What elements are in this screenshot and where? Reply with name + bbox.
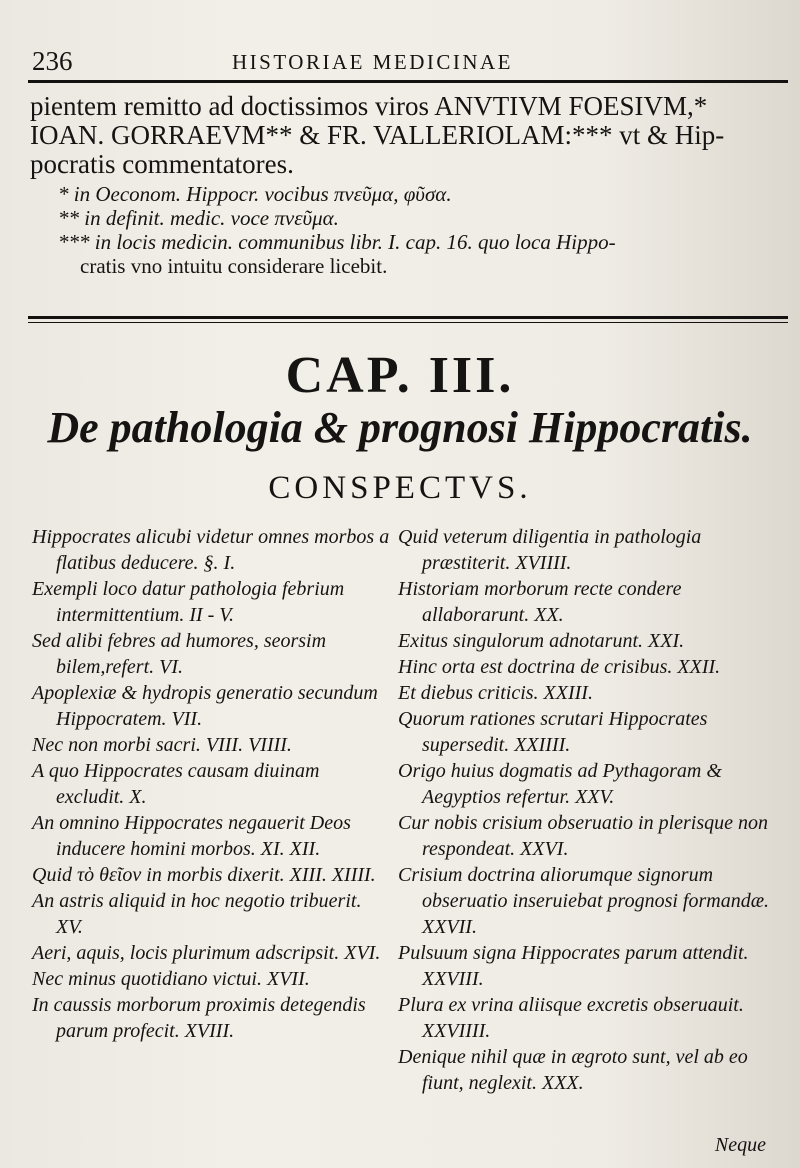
conspectus-entry: Pulsuum signa Hippocrates parum attendit. XXVIII. <box>398 942 749 990</box>
conspectus-left-column <box>32 524 392 1044</box>
intro-paragraph <box>30 92 780 179</box>
conspectus-entry: Denique nihil quæ in ægroto sunt, vel ab eo fiunt, neglexit. XXX. <box>398 1046 748 1094</box>
footnote-3-continued: cratis vno intuitu considerare licebit. <box>80 254 388 278</box>
conspectus-entry: Hippocrates alicubi videtur omnes morbos a flatibus deducere. §. I. <box>32 526 390 574</box>
conspectus-entry: Et diebus criticis. XXIII. <box>398 682 593 704</box>
conspectus-entry: Quorum rationes scrutari Hippocrates supersedit. XXIIII. <box>398 708 708 756</box>
conspectus-entry: In caussis morborum proximis detegendis parum profecit. XVIII. <box>32 994 366 1042</box>
conspectus-entry: Quid τὸ θεῖον in morbis dixerit. XIII. XIIII. <box>32 864 376 886</box>
section-rule-thin <box>28 322 788 323</box>
conspectus-entry: Origo huius dogmatis ad Pythagoram & Aegyptios refertur. XXV. <box>398 760 722 808</box>
conspectus-entry: An omnino Hippocrates negauerit Deos inducere homini morbos. XI. XII. <box>32 812 351 860</box>
conspectus-entry: An astris aliquid in hoc negotio tribuerit. XV. <box>32 890 362 938</box>
conspectus-entry: Hinc orta est doctrina de crisibus. XXII. <box>398 656 721 678</box>
section-rule-thick <box>28 316 788 319</box>
conspectus-entry: Exitus singulorum adnotarunt. XXI. <box>398 630 685 652</box>
conspectus-entry: Plura ex vrina aliisque excretis obseruauit. XXVIIII. <box>398 994 744 1042</box>
footnotes <box>58 182 798 278</box>
conspectus-entry: A quo Hippocrates causam diuinam excludit. X. <box>32 760 320 808</box>
catchword: Neque <box>714 1134 766 1156</box>
conspectus-entry: Nec non morbi sacri. VIII. VIIII. <box>32 734 292 756</box>
header-rule <box>28 80 788 83</box>
intro-line-2: IOAN. GORRAEVM** & FR. VALLERIOLAM:*** vt & Hip- <box>30 120 725 150</box>
conspectus-heading: CONSPECTVS. <box>268 470 532 506</box>
page-header <box>32 46 772 80</box>
footnote-1: * in Oeconom. Hippocr. vocibus πνεῦμα, φῦσα. <box>58 182 452 206</box>
conspectus-entry: Nec minus quotidiano victui. XVII. <box>32 968 310 990</box>
intro-line-1: pientem remitto ad doctissimos viros ANVTIVM FOESIVM,* <box>30 91 708 121</box>
conspectus-entry: Quid veterum diligentia in pathologia præstiterit. XVIIII. <box>398 526 702 574</box>
conspectus-entry: Aeri, aquis, locis plurimum adscripsit. XVI. <box>32 942 381 964</box>
conspectus-entry: Cur nobis crisium obseruatio in plerisque non respondeat. XXVI. <box>398 812 769 860</box>
page-number: 236 <box>32 46 73 76</box>
conspectus-entry: Apoplexiæ & hydropis generatio secundum Hippocratem. VII. <box>32 682 378 730</box>
footnote-2: ** in definit. medic. voce πνεῦμα. <box>58 206 339 230</box>
conspectus-entry: Exempli loco datur pathologia febrium intermittentium. II - V. <box>32 578 345 626</box>
conspectus-entry: Crisium doctrina aliorumque signorum obseruatio inseruiebat prognosi formandæ. XXVII. <box>398 864 770 938</box>
conspectus-right-column <box>398 524 770 1096</box>
chapter-title: CAP. III. <box>285 347 515 404</box>
running-head: HISTORIAE MEDICINAE <box>232 50 514 74</box>
intro-line-3: pocratis commentatores. <box>30 149 294 179</box>
chapter-subtitle: De pathologia & prognosi Hippocratis. <box>47 403 753 452</box>
conspectus-entry: Historiam morborum recte condere allaborarunt. XX. <box>398 578 682 626</box>
footnote-3: *** in locis medicin. communibus libr. I. cap. 16. quo loca Hippo- <box>58 230 616 254</box>
conspectus-entry: Sed alibi febres ad humores, seorsim bilem,refert. VI. <box>32 630 327 678</box>
